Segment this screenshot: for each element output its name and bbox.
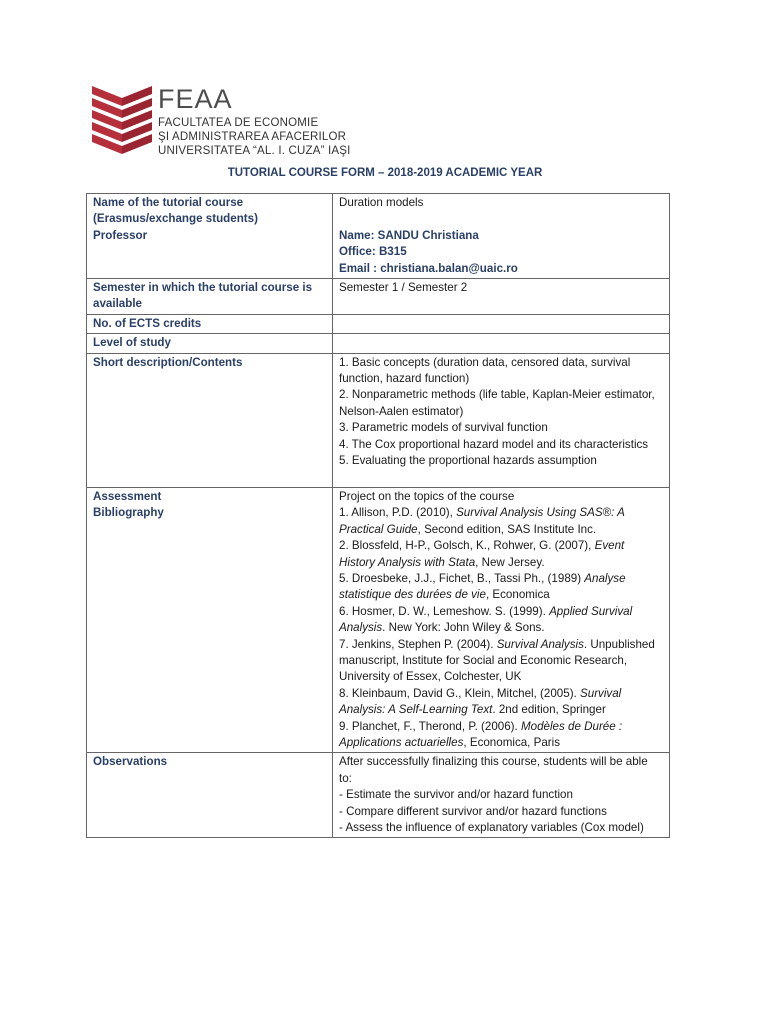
list-item: 1. Basic concepts (duration data, censored data, survival function, hazard function) — [339, 355, 631, 386]
list-item: - Assess the influence of explanatory variables (Cox model) — [339, 821, 644, 835]
level-value — [333, 334, 670, 353]
observations-value — [333, 753, 670, 838]
ects-value — [333, 314, 670, 333]
bib-text: , Second edition, SAS Institute Inc. — [417, 522, 597, 536]
professor-label: Professor — [93, 228, 148, 242]
observations-intro: After successfully finalizing this course, students will be able to: — [339, 755, 648, 785]
list-item: 2. Nonparametric methods (life table, Kaplan-Meier estimator, Nelson-Aalen estimator) — [339, 388, 655, 418]
list-item — [339, 505, 663, 538]
semester-value: Semester 1 / Semester 2 — [333, 279, 670, 315]
faculty-name-line-1: FACULTATEA DE ECONOMIE — [158, 117, 319, 129]
form-title: TUTORIAL COURSE FORM – 2018-2019 ACADEMIC YEAR — [227, 167, 543, 179]
feaa-emblem-icon — [92, 86, 152, 156]
course-name-label-line: Name of the tutorial course — [93, 196, 244, 209]
list-item — [339, 571, 663, 604]
list-item: - Estimate the survivor and/or hazard function — [339, 788, 573, 802]
description-label: Short description/Contents — [87, 353, 333, 487]
faculty-name-line-2: ŞI ADMINISTRAREA AFACERILOR — [158, 131, 347, 143]
bib-text: . New York: John Wiley & Sons. — [382, 621, 545, 635]
spacer — [93, 244, 326, 260]
list-item: - Compare different survivor and/or hazard functions — [339, 804, 607, 818]
bib-title: Modèles de Durée : Applications actuarielles — [339, 719, 623, 749]
description-value — [333, 353, 670, 487]
bib-text: 9. Planchet, F., Therond, P. (2006). — [339, 719, 521, 733]
course-name-value-cell — [333, 194, 670, 279]
course-form-table — [86, 193, 670, 838]
professor-name: Name: SANDU Christiana — [339, 228, 479, 242]
spacer — [339, 211, 663, 227]
level-label: Level of study — [87, 334, 333, 353]
bib-text: . Unpublished manuscript, Institute for Social and Economic Research, University of Essex, Colchester, UK — [339, 637, 655, 684]
assessment-value: Project on the topics of the course — [339, 489, 515, 503]
table-row — [87, 314, 670, 333]
bib-text: , Economica, Paris — [463, 736, 561, 749]
bibliography-label: Bibliography — [93, 506, 164, 520]
assessment-bibliography-value-cell — [333, 487, 670, 753]
course-name-label-line: (Erasmus/exchange students) — [93, 212, 258, 226]
list-item: 3. Parametric models of survival function — [339, 421, 548, 435]
bib-text: 6. Hosmer, D. W., Lemeshow. S. (1999). — [339, 604, 550, 618]
professor-office: Office: B315 — [339, 245, 407, 259]
brand-name: FEAA — [158, 84, 233, 114]
list-item — [339, 538, 663, 571]
ects-label: No. of ECTS credits — [87, 314, 333, 333]
bib-text: 5. Droesbeke, J.J., Fichet, B., Tassi Ph., (1989) — [339, 571, 585, 585]
course-name-value: Duration models — [339, 196, 424, 209]
bib-title: Applied Survival Analysis — [339, 604, 633, 635]
list-item — [339, 719, 663, 752]
table-row — [87, 753, 670, 838]
bib-title: Survival Analysis — [496, 637, 584, 651]
table-row — [87, 334, 670, 353]
table-row — [87, 194, 670, 279]
spacer — [339, 470, 663, 486]
bib-text: 7. Jenkins, Stephen P. (2004). — [339, 637, 497, 651]
bib-title: Event History Analysis with Stata — [339, 539, 625, 569]
bib-text: 1. Allison, P.D. (2010), — [339, 506, 457, 520]
bib-title: Analyse statistique des durées de vie — [339, 571, 626, 602]
list-item — [339, 686, 663, 719]
observations-label: Observations — [87, 753, 333, 838]
table-row — [87, 487, 670, 753]
assessment-label: Assessment — [93, 489, 162, 503]
assessment-bibliography-label-cell — [87, 487, 333, 753]
spacer — [93, 261, 326, 277]
bib-text: 8. Kleinbaum, David G., Klein, Mitchel, (2005). — [339, 686, 581, 700]
bib-title: Survival Analysis Using SAS®: A Practical Guide — [339, 506, 625, 536]
course-name-label — [87, 194, 333, 279]
semester-label: Semester in which the tutorial course is available — [87, 279, 333, 315]
table-row — [87, 279, 670, 315]
table-row — [87, 353, 670, 487]
bib-text: , Economica — [485, 588, 550, 602]
list-item — [339, 604, 663, 637]
professor-email: Email : christiana.balan@uaic.ro — [339, 261, 518, 275]
bib-text: , New Jersey. — [475, 555, 545, 569]
faculty-logo — [92, 86, 362, 160]
bib-text: 2. Blossfeld, H-P., Golsch, K., Rohwer, G. (2007), — [339, 539, 595, 553]
university-name: UNIVERSITATEA “AL. I. CUZA” IAŞI — [158, 145, 351, 157]
list-item — [339, 637, 663, 686]
bib-title: Survival Analysis: A Self-Learning Text — [339, 686, 622, 717]
list-item: 4. The Cox proportional hazard model and its characteristics — [339, 437, 649, 451]
list-item: 5. Evaluating the proportional hazards assumption — [339, 454, 597, 468]
bib-text: . 2nd edition, Springer — [492, 703, 606, 717]
